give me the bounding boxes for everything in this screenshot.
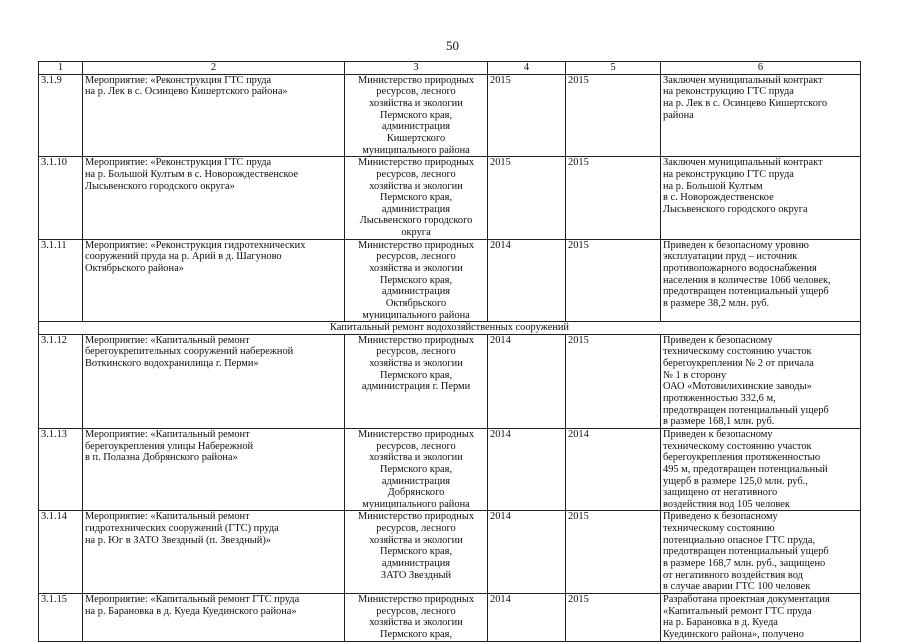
measure-number-cell: 3.1.11 [39, 239, 83, 321]
cell-line: Министерство природных [357, 428, 475, 440]
measure-number-cell: 3.1.13 [39, 428, 83, 510]
cell-line: населения в количестве 1066 человек, [663, 274, 831, 286]
column-number-6: 6 [661, 62, 861, 75]
result-cell [661, 511, 861, 593]
measure-number-cell: 3.1.14 [39, 511, 83, 593]
measure-number-cell: 3.1.15 [39, 593, 83, 641]
cell-line: техническому состоянию участок [663, 346, 812, 358]
end-year-cell: 2015 [566, 593, 661, 641]
result-cell [661, 74, 861, 156]
cell-line: предотвращен потенциальный ущерб [663, 404, 829, 416]
cell-line: администрация [381, 558, 451, 570]
measure-description-cell [83, 334, 345, 428]
cell-line: Воткинского водохранилища г. Перми» [85, 358, 259, 370]
start-year-cell: 2015 [488, 157, 566, 239]
cell-line: ресурсов, лесного [376, 168, 456, 180]
cell-line: Мероприятие: «Капитальный ремонт [85, 511, 250, 523]
cell-line: на р. Большой Култым [663, 180, 763, 192]
cell-line: потенциально опасное ГТС пруда, [663, 534, 816, 546]
column-number-3: 3 [345, 62, 488, 75]
cell-line: хозяйства и экологии [369, 98, 463, 110]
cell-line: Пермского края, [379, 192, 453, 204]
cell-line: гидротехнических сооружений (ГТС) пруда [85, 523, 279, 535]
cell-line: Приведен к безопасному уровню [663, 239, 809, 251]
cell-line: хозяйства и экологии [369, 452, 463, 464]
cell-line: ЗАТО Звездный [380, 569, 452, 581]
executor-cell [345, 511, 488, 593]
result-cell [661, 157, 861, 239]
cell-line: района [663, 109, 694, 121]
cell-line: Мероприятие: «Капитальный ремонт ГТС пруда [85, 593, 300, 605]
column-number-5: 5 [566, 62, 661, 75]
cell-line: ОАО «Мотовилихинские заводы» [663, 381, 812, 393]
cell-line: Лысьвенского городского округа» [85, 180, 235, 192]
start-year-cell: 2015 [488, 74, 566, 156]
cell-line: сооружений пруда на р. Арий в д. Шагуново [85, 251, 282, 263]
measure-number-cell: 3.1.10 [39, 157, 83, 239]
cell-line: «Капитальный ремонт ГТС пруда [663, 605, 812, 617]
cell-line: Пермского края, [379, 274, 453, 286]
cell-line: Октябрьского района» [85, 263, 184, 274]
cell-line: администрация г. Перми [361, 381, 471, 393]
cell-line: в с. Новорождественское [663, 192, 774, 204]
cell-line: хозяйства и экологии [369, 617, 463, 629]
executor-cell [345, 334, 488, 428]
cell-line: округа [401, 227, 431, 239]
measure-description-cell [83, 593, 345, 641]
cell-line: ресурсов, лесного [376, 86, 456, 98]
table-row [39, 239, 861, 321]
cell-line: Министерство природных [357, 511, 475, 523]
measure-description-cell [83, 74, 345, 156]
cell-line: Лысьвенского городского округа [663, 203, 808, 215]
cell-line: на р. Юг в ЗАТО Звездный (п. Звездный)» [85, 534, 271, 546]
cell-line: протяженностью 332,6 м, [663, 393, 776, 405]
table-row [39, 334, 861, 428]
start-year-cell: 2014 [488, 428, 566, 510]
cell-line: Заключен муниципальный контракт [663, 157, 823, 169]
cell-line: в случае аварии ГТС 100 человек [663, 581, 811, 593]
cell-line: Пермского края, [379, 628, 453, 640]
cell-line: Министерство природных [357, 74, 475, 86]
start-year-cell: 2014 [488, 334, 566, 428]
cell-line: берегоукрепления протяженностью [663, 452, 821, 464]
cell-line: на р. Барановка в д. Куеда Куединского района» [85, 605, 297, 617]
start-year-cell: 2014 [488, 593, 566, 641]
cell-line: Приведен к безопасному [663, 334, 773, 346]
executor-cell [345, 157, 488, 239]
cell-line: на реконструкцию ГТС пруда [663, 86, 794, 98]
cell-line: хозяйства и экологии [369, 263, 463, 274]
cell-line: ресурсов, лесного [376, 523, 456, 535]
cell-line: Приведено к безопасному [663, 511, 778, 523]
table-row [39, 511, 861, 593]
cell-line: администрация [381, 286, 451, 298]
cell-line: муниципального района [362, 309, 470, 321]
end-year-cell: 2015 [566, 511, 661, 593]
cell-line: противопожарного водоснабжения [663, 263, 817, 274]
cell-line: на р. Лек в с. Осинцево Кишертского района» [85, 86, 288, 98]
cell-line: Пермского края, [379, 463, 453, 475]
cell-line: администрация [381, 121, 451, 133]
cell-line: в размере 168,7 млн. руб., защищено [663, 558, 826, 570]
section-row [39, 322, 861, 335]
cell-line: на р. Большой Култым в с. Новорождественское [85, 168, 298, 180]
cell-line: от негативного воздействия вод [663, 569, 803, 581]
result-cell [661, 239, 861, 321]
cell-line: берегоукрепления улицы Набережной [85, 440, 254, 452]
cell-line: 495 м, предотвращен потенциальный [663, 463, 828, 475]
measures-table [38, 61, 861, 642]
start-year-cell: 2014 [488, 511, 566, 593]
cell-line: Министерство природных [357, 593, 475, 605]
measure-number-cell: 3.1.9 [39, 74, 83, 156]
end-year-cell: 2015 [566, 334, 661, 428]
cell-line: техническому состоянию участок [663, 440, 812, 452]
cell-line: Лысьвенского городского [359, 215, 473, 227]
page-number: 50 [446, 38, 459, 53]
cell-line: хозяйства и экологии [369, 358, 463, 370]
measure-description-cell [83, 239, 345, 321]
table-row [39, 74, 861, 156]
executor-cell [345, 428, 488, 510]
measure-description-cell [83, 511, 345, 593]
result-cell [661, 334, 861, 428]
start-year-cell: 2014 [488, 239, 566, 321]
end-year-cell: 2014 [566, 428, 661, 510]
measure-description-cell [83, 428, 345, 510]
cell-line: предотвращен потенциальный ущерб [663, 546, 829, 558]
cell-line: администрация [381, 203, 451, 215]
executor-cell [345, 239, 488, 321]
cell-line: Пермского края, [379, 546, 453, 558]
cell-line: воздействия вод 105 человек [663, 498, 790, 510]
cell-line: Министерство природных [357, 334, 475, 346]
cell-line: хозяйства и экологии [369, 180, 463, 192]
cell-line: Мероприятие: «Реконструкция гидротехнических [85, 239, 306, 251]
cell-line: администрация [381, 475, 451, 487]
executor-cell [345, 593, 488, 641]
cell-line: ресурсов, лесного [376, 251, 456, 263]
cell-line: муниципального района [362, 498, 470, 510]
cell-line: ресурсов, лесного [376, 440, 456, 452]
cell-line: предотвращен потенциальный ущерб [663, 286, 829, 298]
cell-line: на реконструкцию ГТС пруда [663, 168, 794, 180]
measure-description-cell [83, 157, 345, 239]
cell-line: берегоукрепительных сооружений набережной [85, 346, 294, 358]
cell-line: Министерство природных [357, 239, 475, 251]
table-header-row [39, 62, 861, 75]
cell-line: Пермского края, [379, 369, 453, 381]
cell-line: эксплуатации пруд – источник [663, 251, 798, 263]
measure-number-cell: 3.1.12 [39, 334, 83, 428]
executor-cell [345, 74, 488, 156]
cell-line: техническому состоянию [663, 523, 775, 535]
column-number-4: 4 [488, 62, 566, 75]
cell-line: ресурсов, лесного [376, 346, 456, 358]
cell-line: берегоукрепления № 2 от причала [663, 358, 814, 370]
end-year-cell: 2015 [566, 157, 661, 239]
cell-line: Разработана проектная документация [663, 593, 830, 605]
section-title: Капитальный ремонт водохозяйственных сооружений [39, 322, 861, 335]
cell-line: Мероприятие: «Реконструкция ГТС пруда [85, 74, 272, 86]
column-number-1: 1 [39, 62, 83, 75]
cell-line: Добрянского [387, 487, 445, 499]
cell-line: Заключен муниципальный контракт [663, 74, 823, 86]
table-row [39, 593, 861, 641]
cell-line: Октябрьского [385, 297, 447, 309]
cell-line: на р. Лек в с. Осинцево Кишертского [663, 98, 828, 110]
table-row [39, 428, 861, 510]
cell-line: защищено от негативного [663, 487, 778, 499]
cell-line: ущерб в размере 125,0 млн. руб., [663, 475, 808, 487]
cell-line: Пермского края, [379, 109, 453, 121]
cell-line: № 1 в сторону [663, 369, 727, 381]
cell-line: в размере 168,1 млн. руб. [663, 416, 775, 428]
cell-line: хозяйства и экологии [369, 534, 463, 546]
cell-line: Куединского района», получено [663, 628, 804, 640]
cell-line: Мероприятие: «Капитальный ремонт [85, 428, 250, 440]
cell-line: муниципального района [362, 144, 470, 156]
cell-line: ресурсов, лесного [376, 605, 456, 617]
result-cell [661, 428, 861, 510]
end-year-cell: 2015 [566, 239, 661, 321]
cell-line: в п. Полазна Добрянского района» [85, 452, 238, 464]
cell-line: Мероприятие: «Реконструкция ГТС пруда [85, 157, 272, 169]
column-number-2: 2 [83, 62, 345, 75]
cell-line: на р. Барановка в д. Куеда [663, 617, 778, 629]
cell-line: Кишертского [386, 132, 446, 144]
cell-line: в размере 38,2 млн. руб. [663, 297, 770, 309]
table-row [39, 157, 861, 239]
end-year-cell: 2015 [566, 74, 661, 156]
result-cell [661, 593, 861, 641]
cell-line: Министерство природных [357, 157, 475, 169]
cell-line: Мероприятие: «Капитальный ремонт [85, 334, 250, 346]
cell-line: Приведен к безопасному [663, 428, 773, 440]
